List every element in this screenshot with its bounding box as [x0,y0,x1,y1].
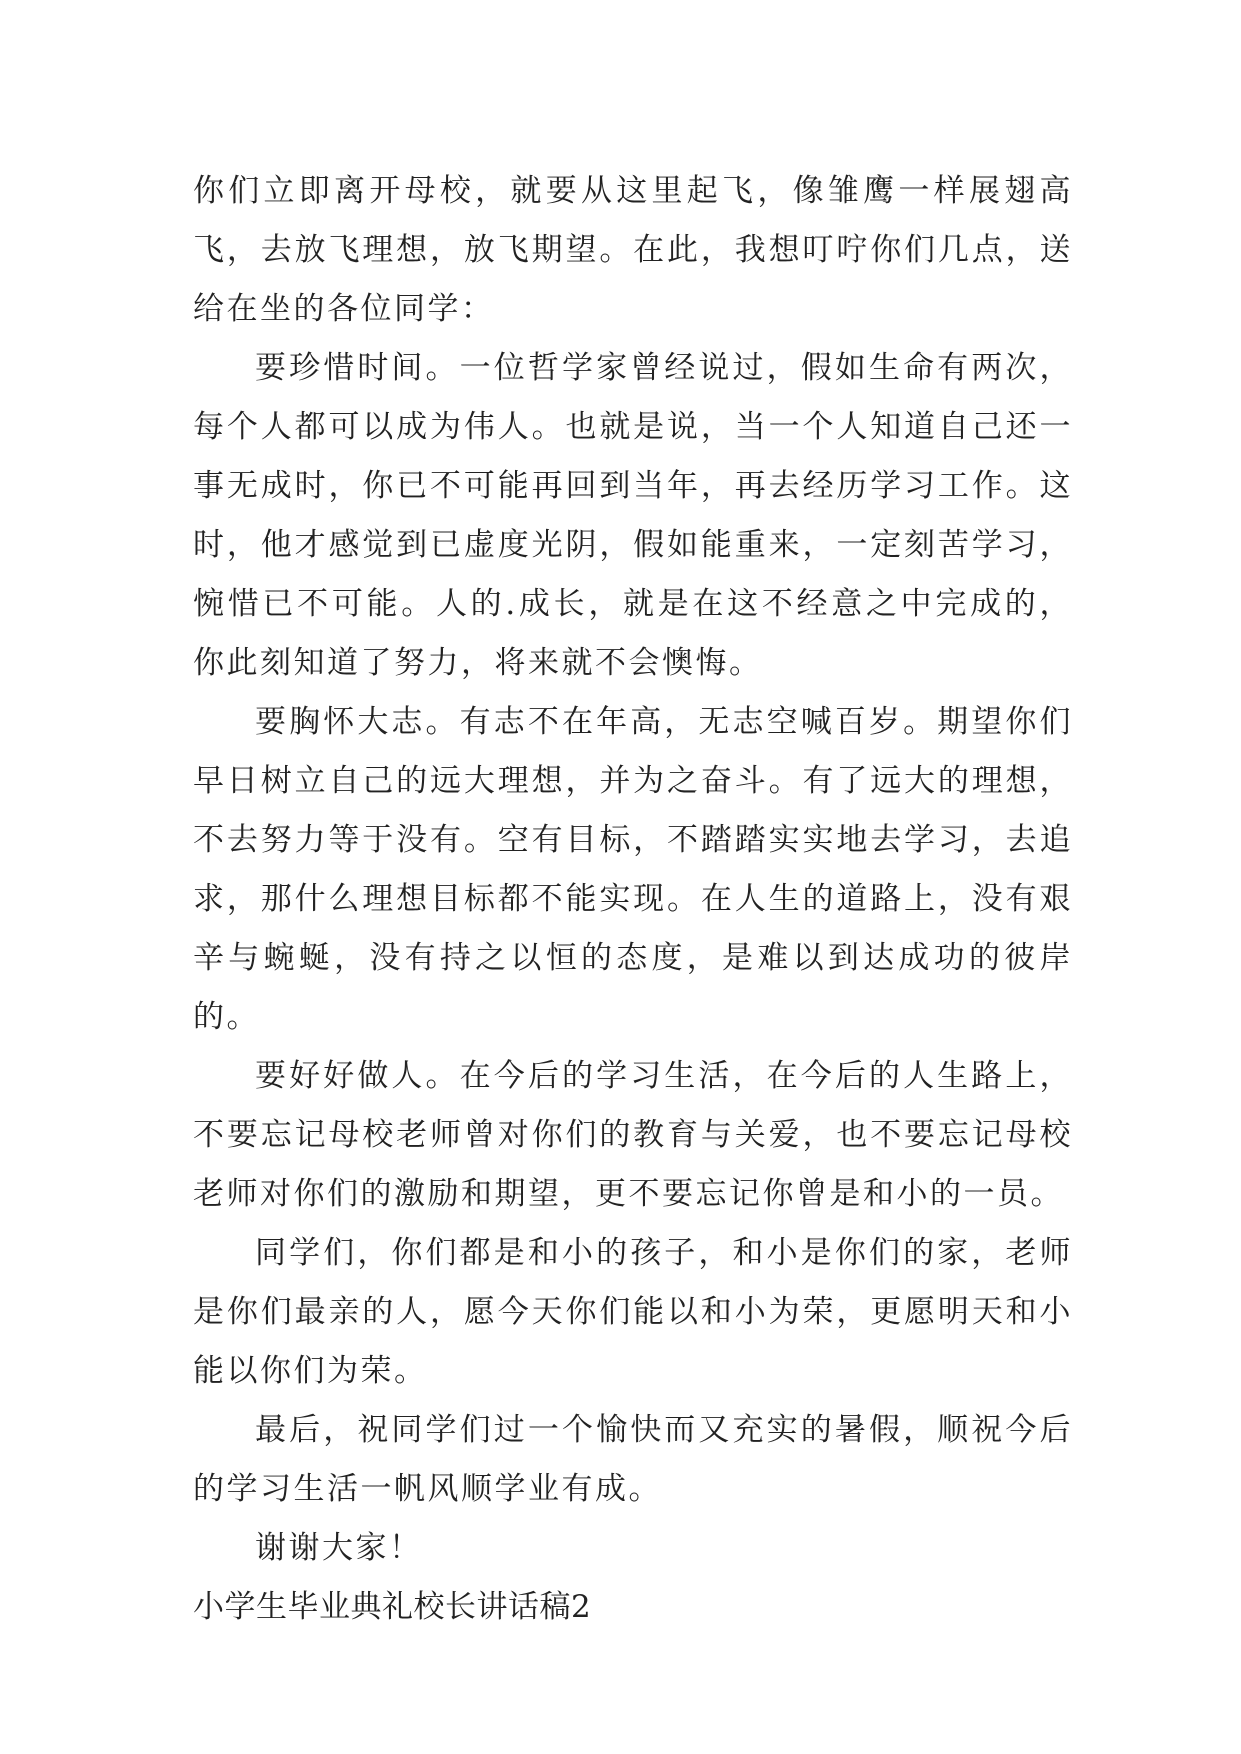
paragraph-thanks: 谢谢大家！ [255,1530,423,1566]
paragraph-ambition: 要胸怀大志。有志不在年高，无志空喊百岁。期望你们早日树立自己的远大理想，并为之奋斗。有了远大的理想，不去努力等于没有。空有目标，不踏踏实实地去学习，去追求，那什么理想目标都不能实现。在人生的道路上，没有艰辛与蜿蜒，没有持之以恒的态度，是难以到达成功的彼岸的。 [193,704,1073,1035]
paragraph-be-good-person: 要好好做人。在今后的学习生活，在今后的人生路上，不要忘记母校老师曾对你们的教育与关爱，也不要忘记母校老师对你们的激励和期望，更不要忘记你曾是和小的一员。 [193,1058,1073,1212]
paragraph-closing-wishes: 最后，祝同学们过一个愉快而又充实的暑假，顺祝今后的学习生活一帆风顺学业有成。 [193,1412,1073,1507]
section-heading: 小学生毕业典礼校长讲话稿2 [193,1589,592,1625]
paragraph-students: 同学们，你们都是和小的孩子，和小是你们的家，老师是你们最亲的人，愿今天你们能以和小为荣，更愿明天和小能以你们为荣。 [193,1235,1073,1389]
paragraph-intro: 你们立即离开母校，就要从这里起飞，像雏鹰一样展翅高飞，去放飞理想，放飞期望。在此，我想叮咛你们几点，送给在坐的各位同学： [193,173,1073,327]
document-body [193,162,1073,1637]
paragraph-cherish-time: 要珍惜时间。一位哲学家曾经说过，假如生命有两次，每个人都可以成为伟人。也就是说，当一个人知道自己还一事无成时，你已不可能再回到当年，再去经历学习工作。这时，他才感觉到已虚度光阴，假如能重来，一定刻苦学习，惋惜已不可能。人的.成长，就是在这不经意之中完成的，你此刻知道了努力，将来就不会懊悔。 [193,350,1073,681]
